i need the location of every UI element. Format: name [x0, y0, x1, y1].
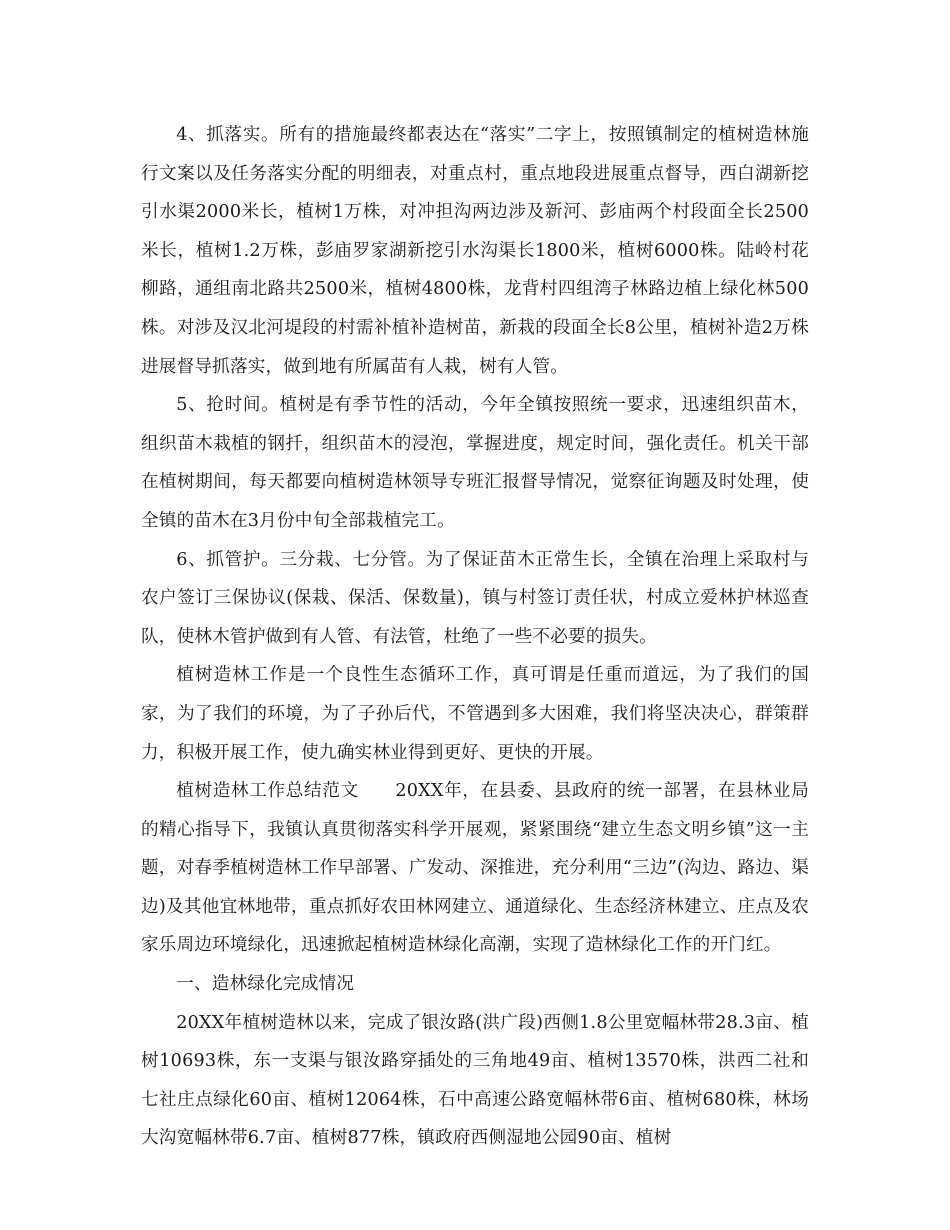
- paragraph-timing: 5、抢时间。植树是有季节性的活动，今年全镇按照统一要求，迅速组织苗木，组织苗木栽植的钢扦，组织苗木的浸泡，掌握进度，规定时间，强化责任。机关干部在植树期间，每天都要向植树造林领导专班汇报督导情况，觉察征询题及时处理，使全镇的苗木在3月份中旬全部栽植完工。: [141, 395, 809, 531]
- paragraph-summary-intro: 植树造林工作总结范文 20XX年，在县委、县政府的统一部署，在县林业局的精心指导下，我镇认真贯彻落实科学开展观，紧紧围绕“建立生态文明乡镇”这一主题，对春季植树造林工作早部署、广发动、深推进，充分利用“三边”(沟边、路边、渠边)及其他宜林地带，重点抓好农田林网建立、通道绿化、生态经济林建立、庄点及农家乐周边环境绿化，迅速掀起植树造林绿化高潮，实现了造林绿化工作的开门红。: [141, 781, 809, 956]
- paragraph-conclusion: 植树造林工作是一个良性生态循环工作，真可谓是任重而道远，为了我们的国家，为了我们的环境，为了子孙后代，不管遇到多大困难，我们将坚决决心，群策群力，积极开展工作，使九确实林业得到更好、更快的开展。: [141, 665, 809, 763]
- paragraph-implementation: 4、抓落实。所有的措施最终都表达在“落实”二字上，按照镇制定的植树造林施行文案以及任务落实分配的明细表，对重点村，重点地段进展重点督导，西白湖新挖引水渠2000米长，植树1万株，对冲担沟两边涉及新河、彭庙两个村段面全长2500米长，植树1.2万株，彭庙罗家湖新挖引水沟渠长1800米，植树6000株。陆岭村花柳路，通组南北路共2500米，植树4800株，龙背村四组湾子林路边植上绿化林500株。对涉及汉北河堤段的村需补植补造树苗，新栽的段面全长8公里，植树补造2万株进展督导抓落实，做到地有所属苗有人栽，树有人管。: [141, 125, 809, 377]
- section-heading: 一、造林绿化完成情况: [176, 974, 355, 995]
- paragraph-completion-details: 20XX年植树造林以来，完成了银汝路(洪广段)西侧1.8公里宽幅林带28.3亩、植树10693株，东一支渠与银汝路穿插处的三角地49亩、植树13570株，洪西二社和七社庄点绿化60亩、植树12064株，石中高速公路宽幅林带6亩、植树680株，林场大沟宽幅林带6.7亩、植树877株，镇政府西侧湿地公园90亩、植树: [141, 1012, 809, 1149]
- paragraph-maintenance: 6、抓管护。三分栽、七分管。为了保证苗木正常生长，全镇在治理上采取村与农户签订三保协议(保栽、保活、保数量)，镇与村签订责任状，村成立爱林护林巡查队，使林木管护做到有人管、有法管，杜绝了一些不必要的损失。: [141, 549, 809, 647]
- document-body: [141, 116, 809, 1158]
